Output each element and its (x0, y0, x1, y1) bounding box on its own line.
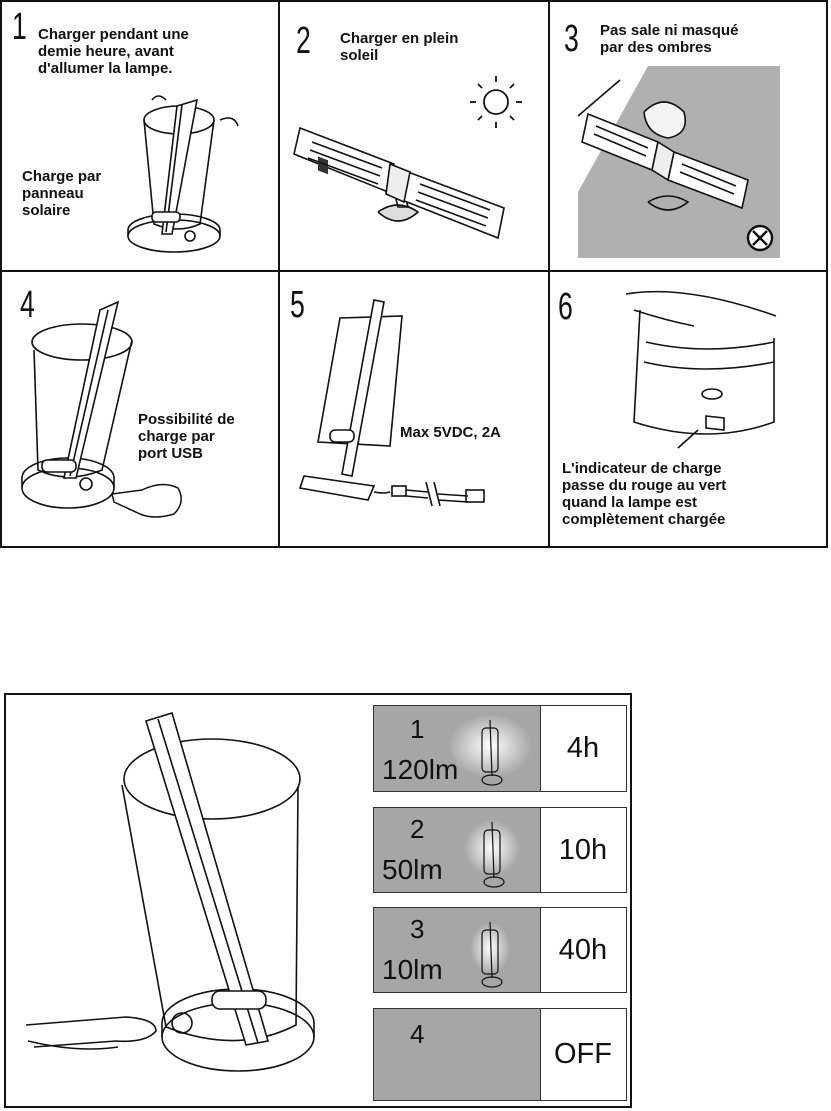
step-number: 6 (558, 286, 573, 328)
step-number: 1 (12, 6, 27, 48)
step-2-cell (278, 2, 546, 268)
mode-duration: 4h (566, 732, 600, 764)
mode-number: 2 (410, 814, 425, 844)
mode-illustration-cell (374, 908, 541, 992)
mode-number: 1 (410, 714, 425, 744)
step-6-cell (548, 270, 824, 546)
light-modes-panel (4, 693, 632, 1108)
step-number: 3 (564, 18, 579, 60)
step-3-cell (548, 2, 824, 268)
step-subcaption: Charge par panneau solaire (22, 168, 102, 219)
mode-lumens: 50lm (382, 854, 443, 885)
mode-row (373, 907, 627, 993)
mode-lumens: 10lm (382, 954, 443, 985)
hand-illustration (2, 270, 276, 546)
step-caption: Charger pendant une demie heure, avant d'allumer la lampe. (38, 26, 189, 77)
step-5-cell (278, 270, 546, 546)
step-caption: Charger en plein soleil (340, 30, 459, 64)
step-number: 5 (290, 284, 305, 326)
mode-duration: 40h (558, 933, 608, 966)
mode-illustration-cell (374, 808, 541, 892)
step-caption: Pas sale ni masqué par des ombres (600, 22, 739, 56)
mode-duration: OFF (554, 1038, 612, 1070)
step-caption: Max 5VDC, 2A (400, 424, 501, 441)
lamp-illustration (6, 695, 366, 1107)
step-caption: Possibilité de charge par port USB (138, 411, 235, 462)
mode-duration: 10h (558, 833, 608, 866)
mode-lumens: 120lm (382, 754, 459, 785)
step-number: 2 (296, 20, 311, 62)
mode-row (373, 1008, 627, 1101)
step-caption: L'indicateur de charge passe du rouge au vert quand la lampe est complètement chargée (562, 460, 727, 528)
mode-illustration-cell (374, 1009, 541, 1100)
lamp-illustration (2, 2, 276, 268)
mode-number: 4 (410, 1019, 425, 1049)
mode-row (373, 705, 627, 792)
step-number: 4 (20, 284, 35, 326)
solar-panel-illustration (278, 2, 546, 268)
mode-row (373, 807, 627, 893)
mode-illustration-cell (374, 706, 541, 791)
usb-cable-illustration (278, 270, 546, 546)
mode-number: 3 (410, 914, 425, 944)
prohibited-icon (548, 2, 824, 268)
step-4-cell (2, 270, 276, 546)
step-1-cell (2, 2, 276, 268)
